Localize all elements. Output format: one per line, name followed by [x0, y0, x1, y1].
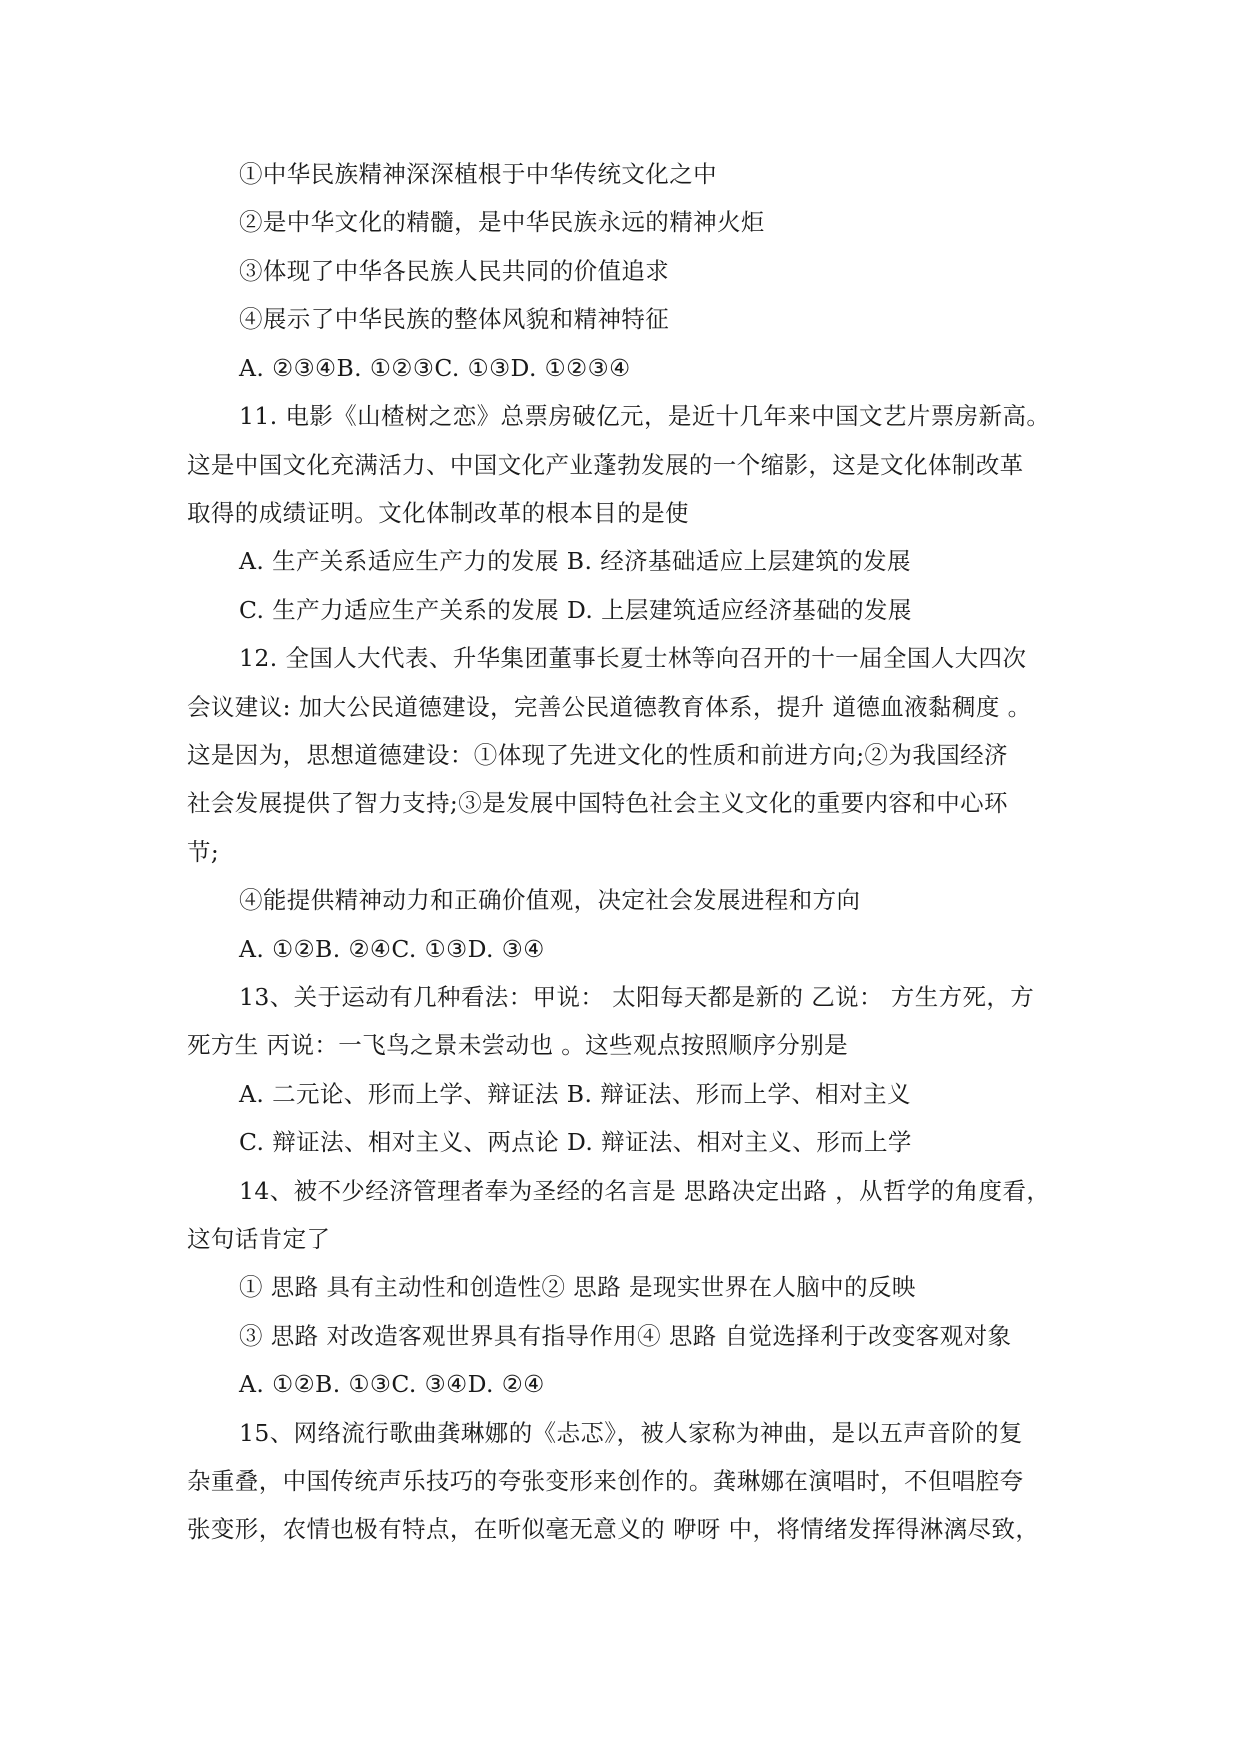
q12-stem-line-4: 社会发展提供了智力支持;③是发展中国特色社会主义文化的重要内容和中心环 — [187, 789, 1008, 817]
q14-items-3-4: ③ 思路 对改造客观世界具有指导作用④ 思路 自觉选择利于改变客观对象 — [239, 1322, 1012, 1350]
q11-options-ab: A. 生产关系适应生产力的发展 B. 经济基础适应上层建筑的发展 — [239, 547, 911, 575]
q15-stem-line-2: 杂重叠，中国传统声乐技巧的夸张变形来创作的。龚琳娜在演唱时，不但唱腔夸 — [187, 1467, 1024, 1495]
q11-stem-line-2: 这是中国文化充满活力、中国文化产业蓬勃发展的一个缩影，这是文化体制改革 — [187, 451, 1024, 479]
q15-stem-line-1: 15、网络流行歌曲龚琳娜的《忐忑》，被人家称为神曲，是以五声音阶的复 — [239, 1419, 1023, 1447]
q10-item-4: ④展示了中华民族的整体风貌和精神特征 — [239, 305, 670, 333]
q12-stem-line-5: 节; — [187, 838, 220, 866]
q10-options: A. ②③④B. ①②③C. ①③D. ①②③④ — [239, 354, 631, 382]
q12-item-4: ④能提供精神动力和正确价值观，决定社会发展进程和方向 — [239, 886, 861, 914]
q12-stem-line-1: 12. 全国人大代表、升华集团董事长夏士林等向召开的十一届全国人大四次 — [239, 644, 1027, 672]
q10-item-3: ③体现了中华各民族人民共同的价值追求 — [239, 257, 670, 285]
q15-stem-line-3: 张变形，农情也极有特点，在听似毫无意义的 咿呀 中，将情绪发挥得淋漓尽致， — [187, 1515, 1040, 1543]
q11-stem-line-1: 11. 电影《山楂树之恋》总票房破亿元，是近十几年来中国文艺片票房新高。 — [239, 402, 1051, 430]
q13-stem-line-1: 13、关于运动有几种看法：甲说： 太阳每天都是新的 乙说： 方生方死，方 — [239, 983, 1035, 1011]
q13-options-ab: A. 二元论、形而上学、辩证法 B. 辩证法、形而上学、相对主义 — [239, 1080, 911, 1108]
q14-stem-line-2: 这句话肯定了 — [187, 1225, 331, 1253]
q14-stem-line-1: 14、被不少经济管理者奉为圣经的名言是 思路决定出路 ，从哲学的角度看， — [239, 1177, 1051, 1205]
q12-stem-line-3: 这是因为，思想道德建设：①体现了先进文化的性质和前进方向;②为我国经济 — [187, 741, 1008, 769]
q10-item-2: ②是中华文化的精髓，是中华民族永远的精神火炬 — [239, 208, 765, 236]
q11-stem-line-3: 取得的成绩证明。文化体制改革的根本目的是使 — [187, 499, 689, 527]
q14-options: A. ①②B. ①③C. ③④D. ②④ — [239, 1370, 545, 1398]
q12-stem-line-2: 会议建议: 加大公民道德建设，完善公民道德教育体系，提升 道德血液黏稠度 。 — [187, 693, 1032, 721]
q10-item-1: ①中华民族精神深深植根于中华传统文化之中 — [239, 160, 717, 188]
q13-stem-line-2: 死方生 丙说：一飞鸟之景未尝动也 。这些观点按照顺序分别是 — [187, 1031, 849, 1059]
q11-options-cd: C. 生产力适应生产关系的发展 D. 上层建筑适应经济基础的发展 — [239, 596, 912, 624]
q12-options: A. ①②B. ②④C. ①③D. ③④ — [239, 935, 545, 963]
q13-options-cd: C. 辩证法、相对主义、两点论 D. 辩证法、相对主义、形而上学 — [239, 1128, 912, 1156]
q14-items-1-2: ① 思路 具有主动性和创造性② 思路 是现实世界在人脑中的反映 — [239, 1273, 916, 1301]
